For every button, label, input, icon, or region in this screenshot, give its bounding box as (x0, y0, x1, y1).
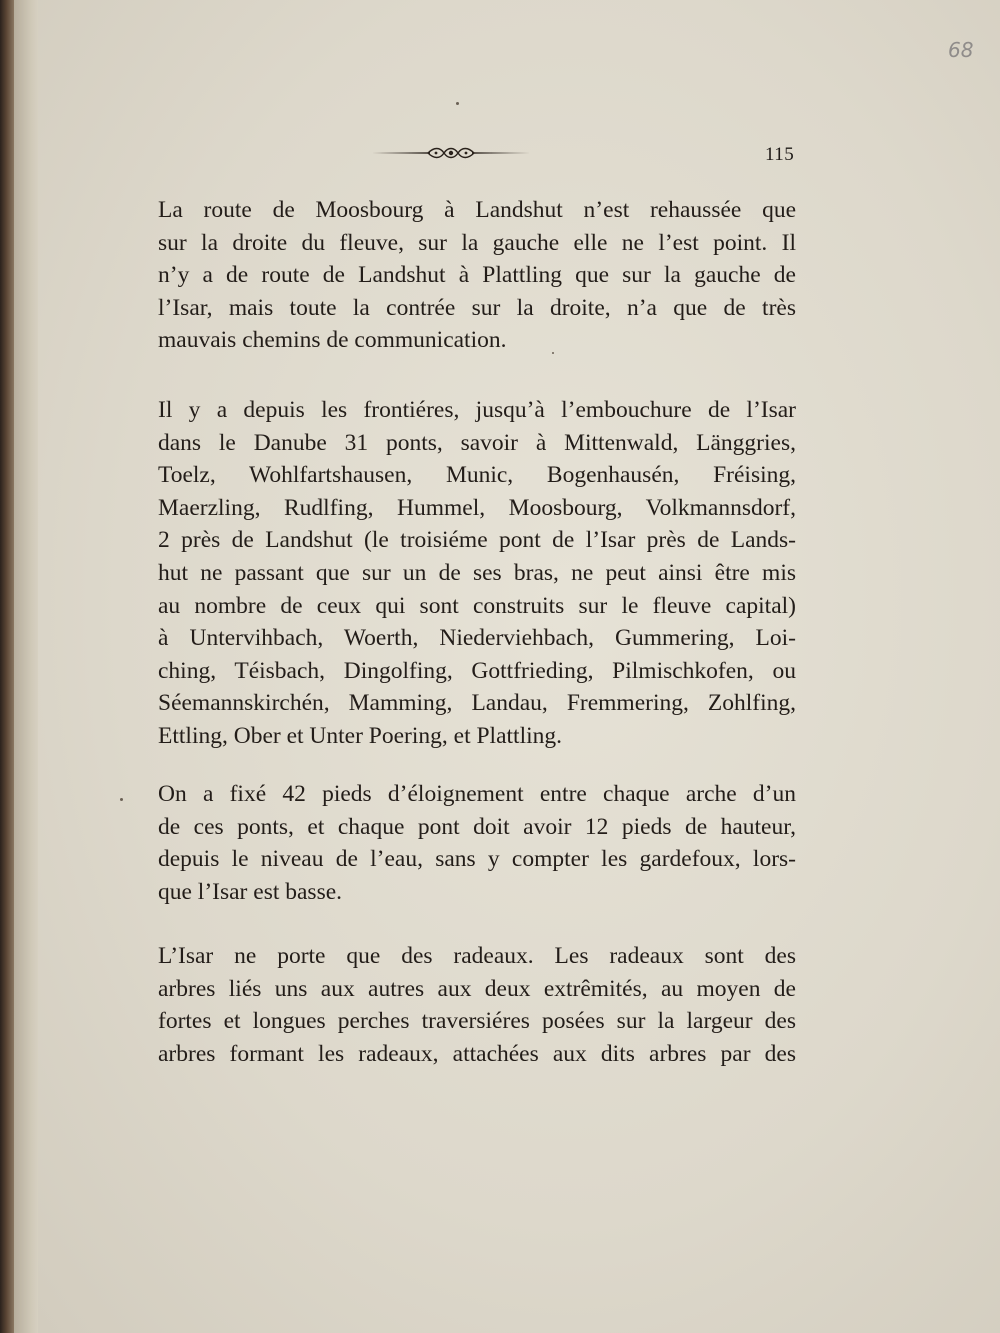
text-line: sur la droite du fleuve, sur la gauche elle ne l’est point. Il (158, 229, 796, 256)
book-binding-edge (0, 0, 14, 1333)
text-line: mauvais chemins de communication. (158, 327, 507, 354)
text-line: fortes et longues perches traversiéres posées sur la largeur des (158, 1008, 796, 1035)
paper-speck (552, 352, 554, 354)
text-line: arbres formant les radeaux, attachées aux dits arbres par des (158, 1040, 796, 1067)
text-line: à Untervihbach, Woerth, Niederviehbach, Gummering, Loi- (158, 625, 796, 652)
pencil-folio-number: 68 (948, 38, 974, 62)
text-line: depuis le niveau de l’eau, sans y compter les gardefoux, lors- (158, 846, 796, 873)
paragraph-route-moosbourg (104, 194, 796, 357)
text-line: Ettling, Ober et Unter Poering, et Plattling. (158, 722, 562, 749)
text-line: Séemannskirchén, Mamming, Landau, Fremmering, Zohlfing, (158, 690, 796, 717)
text-line: hut ne passant que sur un de ses bras, ne peut ainsi être mis (158, 559, 796, 586)
text-line: dans le Danube 31 ponts, savoir à Mittenwald, Länggries, (158, 429, 796, 456)
text-line: ching, Téisbach, Dingolfing, Gottfrieding, Pilmischkofen, ou (158, 657, 796, 684)
header-ornament-icon (370, 143, 532, 163)
text-line: l’Isar, mais toute la contrée sur la droite, n’a que de très (158, 294, 796, 321)
text-line: de ces ponts, et chaque pont doit avoir 12 pieds de hauteur, (158, 813, 796, 840)
text-line: n’y a de route de Landshut à Plattling que sur la gauche de (158, 262, 796, 289)
text-line: On a fixé 42 pieds d’éloignement entre chaque arche d’un (158, 781, 796, 807)
paper-speck (456, 102, 459, 105)
page-number: 115 (765, 144, 795, 165)
text-line: que l’Isar est basse. (158, 878, 343, 905)
paper-speck (120, 798, 123, 801)
previous-page-edge (14, 0, 39, 1333)
paragraph-rafts (104, 940, 796, 1070)
text-line: Il y a depuis les frontiéres, jusqu’à l’embouchure de l’Isar (158, 397, 796, 423)
text-line: Toelz, Wohlfartshausen, Munic, Bogenhausén, Fréising, (158, 462, 796, 489)
text-line: La route de Moosbourg à Landshut n’est rehaussée que (158, 197, 796, 223)
paragraph-bridges-list (104, 394, 796, 753)
text-line: Maerzling, Rudlfing, Hummel, Moosbourg, Volkmannsdorf, (158, 494, 796, 521)
paragraph-arch-spacing (104, 778, 796, 908)
text-line: L’Isar ne porte que des radeaux. Les radeaux sont des (158, 943, 796, 969)
text-line: 2 près de Landshut (le troisiéme pont de l’Isar près de Lands- (158, 527, 796, 554)
text-line: arbres liés uns aux autres aux deux extrêmités, au moyen de (158, 975, 796, 1002)
text-line: au nombre de ceux qui sont construits sur le fleuve capital) (158, 592, 796, 619)
